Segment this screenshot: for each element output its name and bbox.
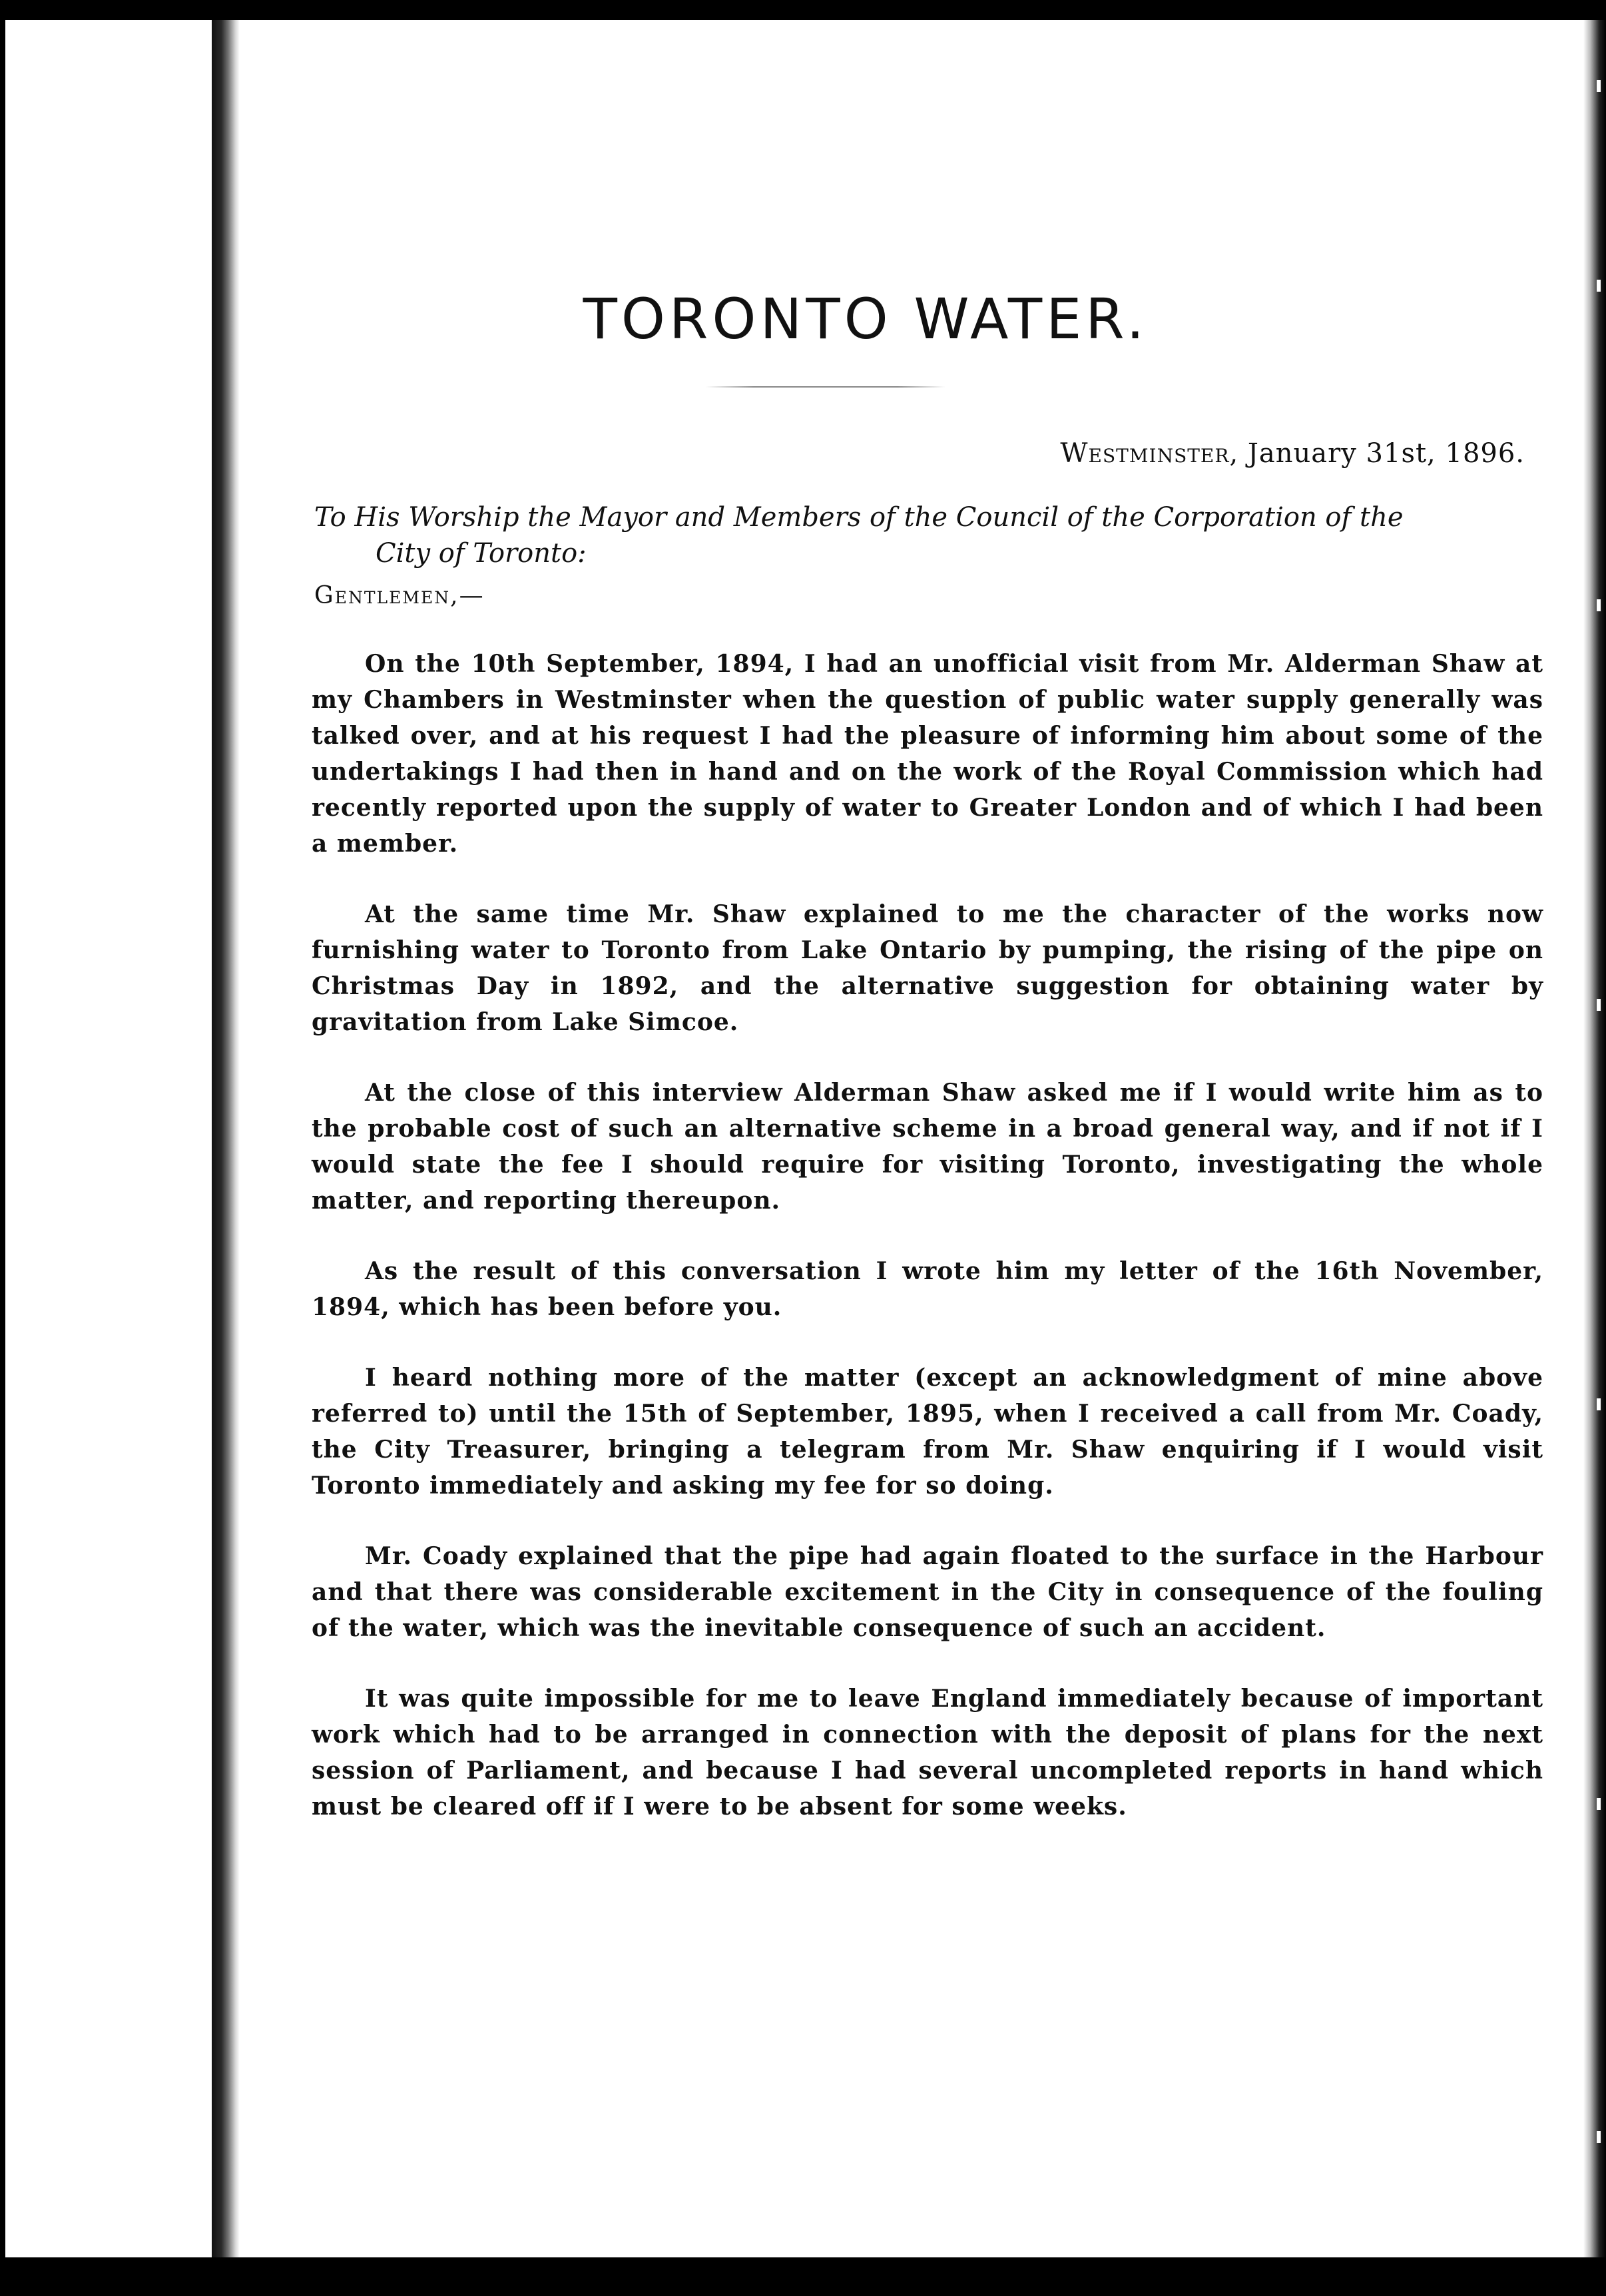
paragraph: At the close of this interview Alderman Shaw asked me if I would write him as to the probable cost of such an alternative scheme in a broad general way, and if not if I would state the fee I should require for visiting Toronto, investigating the whole matter, and reporting thereupon. (312, 1079, 1543, 1215)
scan-left-margin (0, 20, 213, 2257)
scan-edge-mark (1597, 999, 1601, 1011)
paragraph: On the 10th September, 1894, I had an unofficial visit from Mr. Alderman Shaw at my Chambers in Westminster when the question of public water supply generally was talked over, and at his request I had the pleasure of informing him about some of the undertakings I had then in hand and on the work of the Royal Commission which had recently reported upon the supply of water to Greater London and of which I had been a member. (312, 650, 1543, 858)
letter-body (312, 646, 1543, 1859)
address-block (314, 499, 1553, 571)
address-line-1: To His Worship the Mayor and Members of the Council of the Corporation of the (314, 502, 1404, 533)
paragraph: As the result of this conversation I wrote him my letter of the 16th November, 1894, which has been before you. (312, 1257, 1543, 1321)
scan-edge-mark (1597, 1798, 1601, 1810)
title-rule (706, 386, 945, 388)
scan-bottom-border (0, 2257, 1606, 2296)
paragraph: It was quite impossible for me to leave England immediately because of important work which had to be arranged in connection with the deposit of plans for the next session of Parliament, and because I had several uncompleted reports in hand which must be cleared off if I were to be absent for some weeks. (312, 1685, 1543, 1821)
dateline-place: Westminster, (1060, 438, 1239, 469)
paragraph: Mr. Coady explained that the pipe had again floated to the surface in the Harbour and that there was considerable excitement in the City in consequence of the fouling of the water, which was the inevitable consequence of such an accident. (312, 1542, 1543, 1642)
scan-top-border-right (979, 0, 1606, 20)
paragraph: I heard nothing more of the matter (except an acknowledgment of mine above referred to) until the 15th of September, 1895, when I received a call from Mr. Coady, the City Treasurer, bringing a telegram from Mr. Shaw enquiring if I would visit Toronto immediately and asking my fee for so doing. (312, 1364, 1543, 1500)
dateline-date: January 31st, 1896. (1238, 438, 1525, 469)
salutation: Gentlemen,— (314, 582, 485, 609)
document-page (240, 20, 1583, 2257)
document-title: TORONTO WATER. (583, 286, 1149, 352)
scan-edge-mark (1597, 280, 1601, 292)
scan-right-edge (1583, 20, 1606, 2257)
dateline (866, 438, 1525, 469)
page-binding-gutter (212, 20, 240, 2257)
scan-edge-mark (1597, 80, 1601, 92)
scan-edge-mark (1597, 599, 1601, 611)
address-line-2: City of Toronto: (376, 538, 587, 569)
scan-edge-mark (1597, 2131, 1601, 2143)
scan-left-edge (0, 20, 5, 2257)
scan-edge-mark (1597, 1398, 1601, 1410)
paragraph: At the same time Mr. Shaw explained to me the character of the works now furnishing water to Toronto from Lake Ontario by pumping, the rising of the pipe on Christmas Day in 1892, and the alternative suggestion for obtaining water by gravitation from Lake Simcoe. (312, 900, 1543, 1036)
